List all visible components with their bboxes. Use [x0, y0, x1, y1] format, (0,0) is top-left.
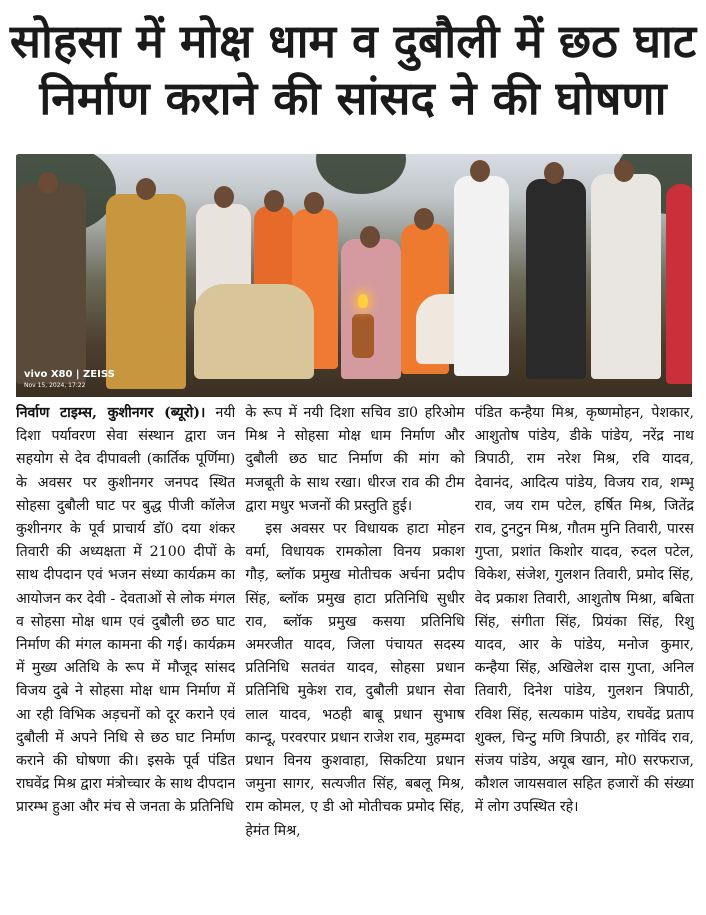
camera-date-label: Nov 15, 2024, 17:22	[24, 382, 86, 389]
article-col2-paragraph-1: के रूप में नयी दिशा सचिव डा0 हरिओम मिश्र ने सोहसा मोक्ष धाम निर्माण और दुबौली छठ घाट निर्माण की मांग को मजबूती के साथ रखा। धीरज राव की टीम द्वारा मधुर भजनों की प्रस्तुति हुई।	[245, 405, 465, 514]
article-col1-text: नयी दिशा पर्यावरण सेवा संस्थान द्वारा जन सहयोग से देव दीपावली (कार्तिक पूर्णिमा) के अवसर पर कुशीनगर जनपद स्थित सोहसा दुबौली घाट पर बुद्ध पीजी कॉलेज कुशीनगर के पूर्व प्राचार्य डॉ0 दया शंकर तिवारी की अध्यक्षता में 2100 दीपों के साथ दीपदान एवं भजन संध्या कार्यक्रम का आयोजन कर देवी - देवताओं से लोक मंगल व सोहसा मोक्ष धाम एवं दुबौली छठ घाट निर्माण की मंगल कामना की गई। कार्यक्रम में मुख्य अतिथि के रूप में मौजूद सांसद विजय दुबे ने सोहसा मोक्ष धाम निर्माण में आ रही विभिक अड़चनों को दूर कराने एवं दुबौली में अपने निधि से छठ घाट निर्माण कराने की घोषणा की। इसके पूर्व पंडित राघवेंद्र मिश्र द्वारा मंत्रोच्चार के साथ दीपदान प्रारम्भ हुआ और मंच से जनता के प्रतिनिधि	[16, 405, 236, 816]
article-column-2	[245, 402, 464, 908]
camera-watermark	[24, 369, 115, 391]
article-col3-text: पंडित कन्हैया मिश्र, कृष्णमोहन, पेशकार, आशुतोष पांडेय, डीके पांडेय, नरेंद्र नाथ त्रिपाठी, राम नरेश मिश्र, रवि यादव, देवानंद, आदित्य पांडेय, विजय राव, शम्भू राव, जय राम पटेल, हर्षित मिश्र, जितेंद्र राव, टुनटुन मिश्र, गौतम मुनि तिवारी, पारस गुप्ता, प्रशांत किशोर यादव, रुदल पटेल, विकेश, संजेश, गुलशन तिवारी, प्रमोद सिंह, वेद प्रकाश तिवारी, आशुतोष मिश्रा, बबिता सिंह, संगीता सिंह, प्रियंका सिंह, रिशु यादव, आर के पांडेय, मनोज कुमार, कन्हैया सिंह, अखिलेश दास गुप्ता, अनिल तिवारी, दिनेश पांडेय, गुलशन त्रिपाठी, रविश सिंह, सत्यकाम पांडेय, राघवेंद्र प्रताप शुक्ल, चिन्टु मणि त्रिपाठी, हर गोविंद राव, संजय पांडेय, अयूब खान, मो0 सरफराज, कौशल जायसवाल सहित हजारों की संख्या में लोग उपस्थित रहे।	[474, 405, 694, 816]
article-body	[16, 402, 694, 908]
headline-line-1: सोहसा में मोक्ष धाम व दुबौली में छठ घाट	[9, 14, 697, 68]
camera-brand-label: vivo X80 | ZEISS	[24, 369, 115, 380]
headline	[0, 14, 706, 128]
article-column-1	[16, 402, 235, 908]
news-photo	[16, 154, 692, 397]
article-column-3	[475, 402, 694, 908]
article-byline: निर्वाण टाइम्स, कुशीनगर (ब्यूरो)।	[16, 405, 206, 421]
headline-line-2: निर्माण कराने की सांसद ने की घोषणा	[39, 71, 667, 125]
article-col2-paragraph-2: इस अवसर पर विधायक हाटा मोहन वर्मा, विधायक रामकोला विनय प्रकाश गौड़, ब्लॉक प्रमुख मोतीचक अर्चना प्रदीप सिंह, ब्लॉक प्रमुख हाटा प्रतिनिधि सुधीर राव, ब्लॉक प्रमुख कसया प्रतिनिधि अमरजीत यादव, जिला पंचायत सदस्य प्रतिनिधि सतवंत यादव, सोहसा प्रधान प्रतिनिधि मुकेश राव, दुबौली प्रधान सेवा लाल यादव, भठही बाबू प्रधान सुभाष कान्दू, परवरपार प्रधान राजेश राव, मुहम्मदा प्रधान विनय कुशवाहा, सिकटिया प्रधान जमुना सागर, सत्यजीत सिंह, बबलू मिश्र, राम कोमल, ए डी ओ मोतीचक प्रमोद सिंह, हेमंत मिश्र,	[245, 521, 465, 839]
